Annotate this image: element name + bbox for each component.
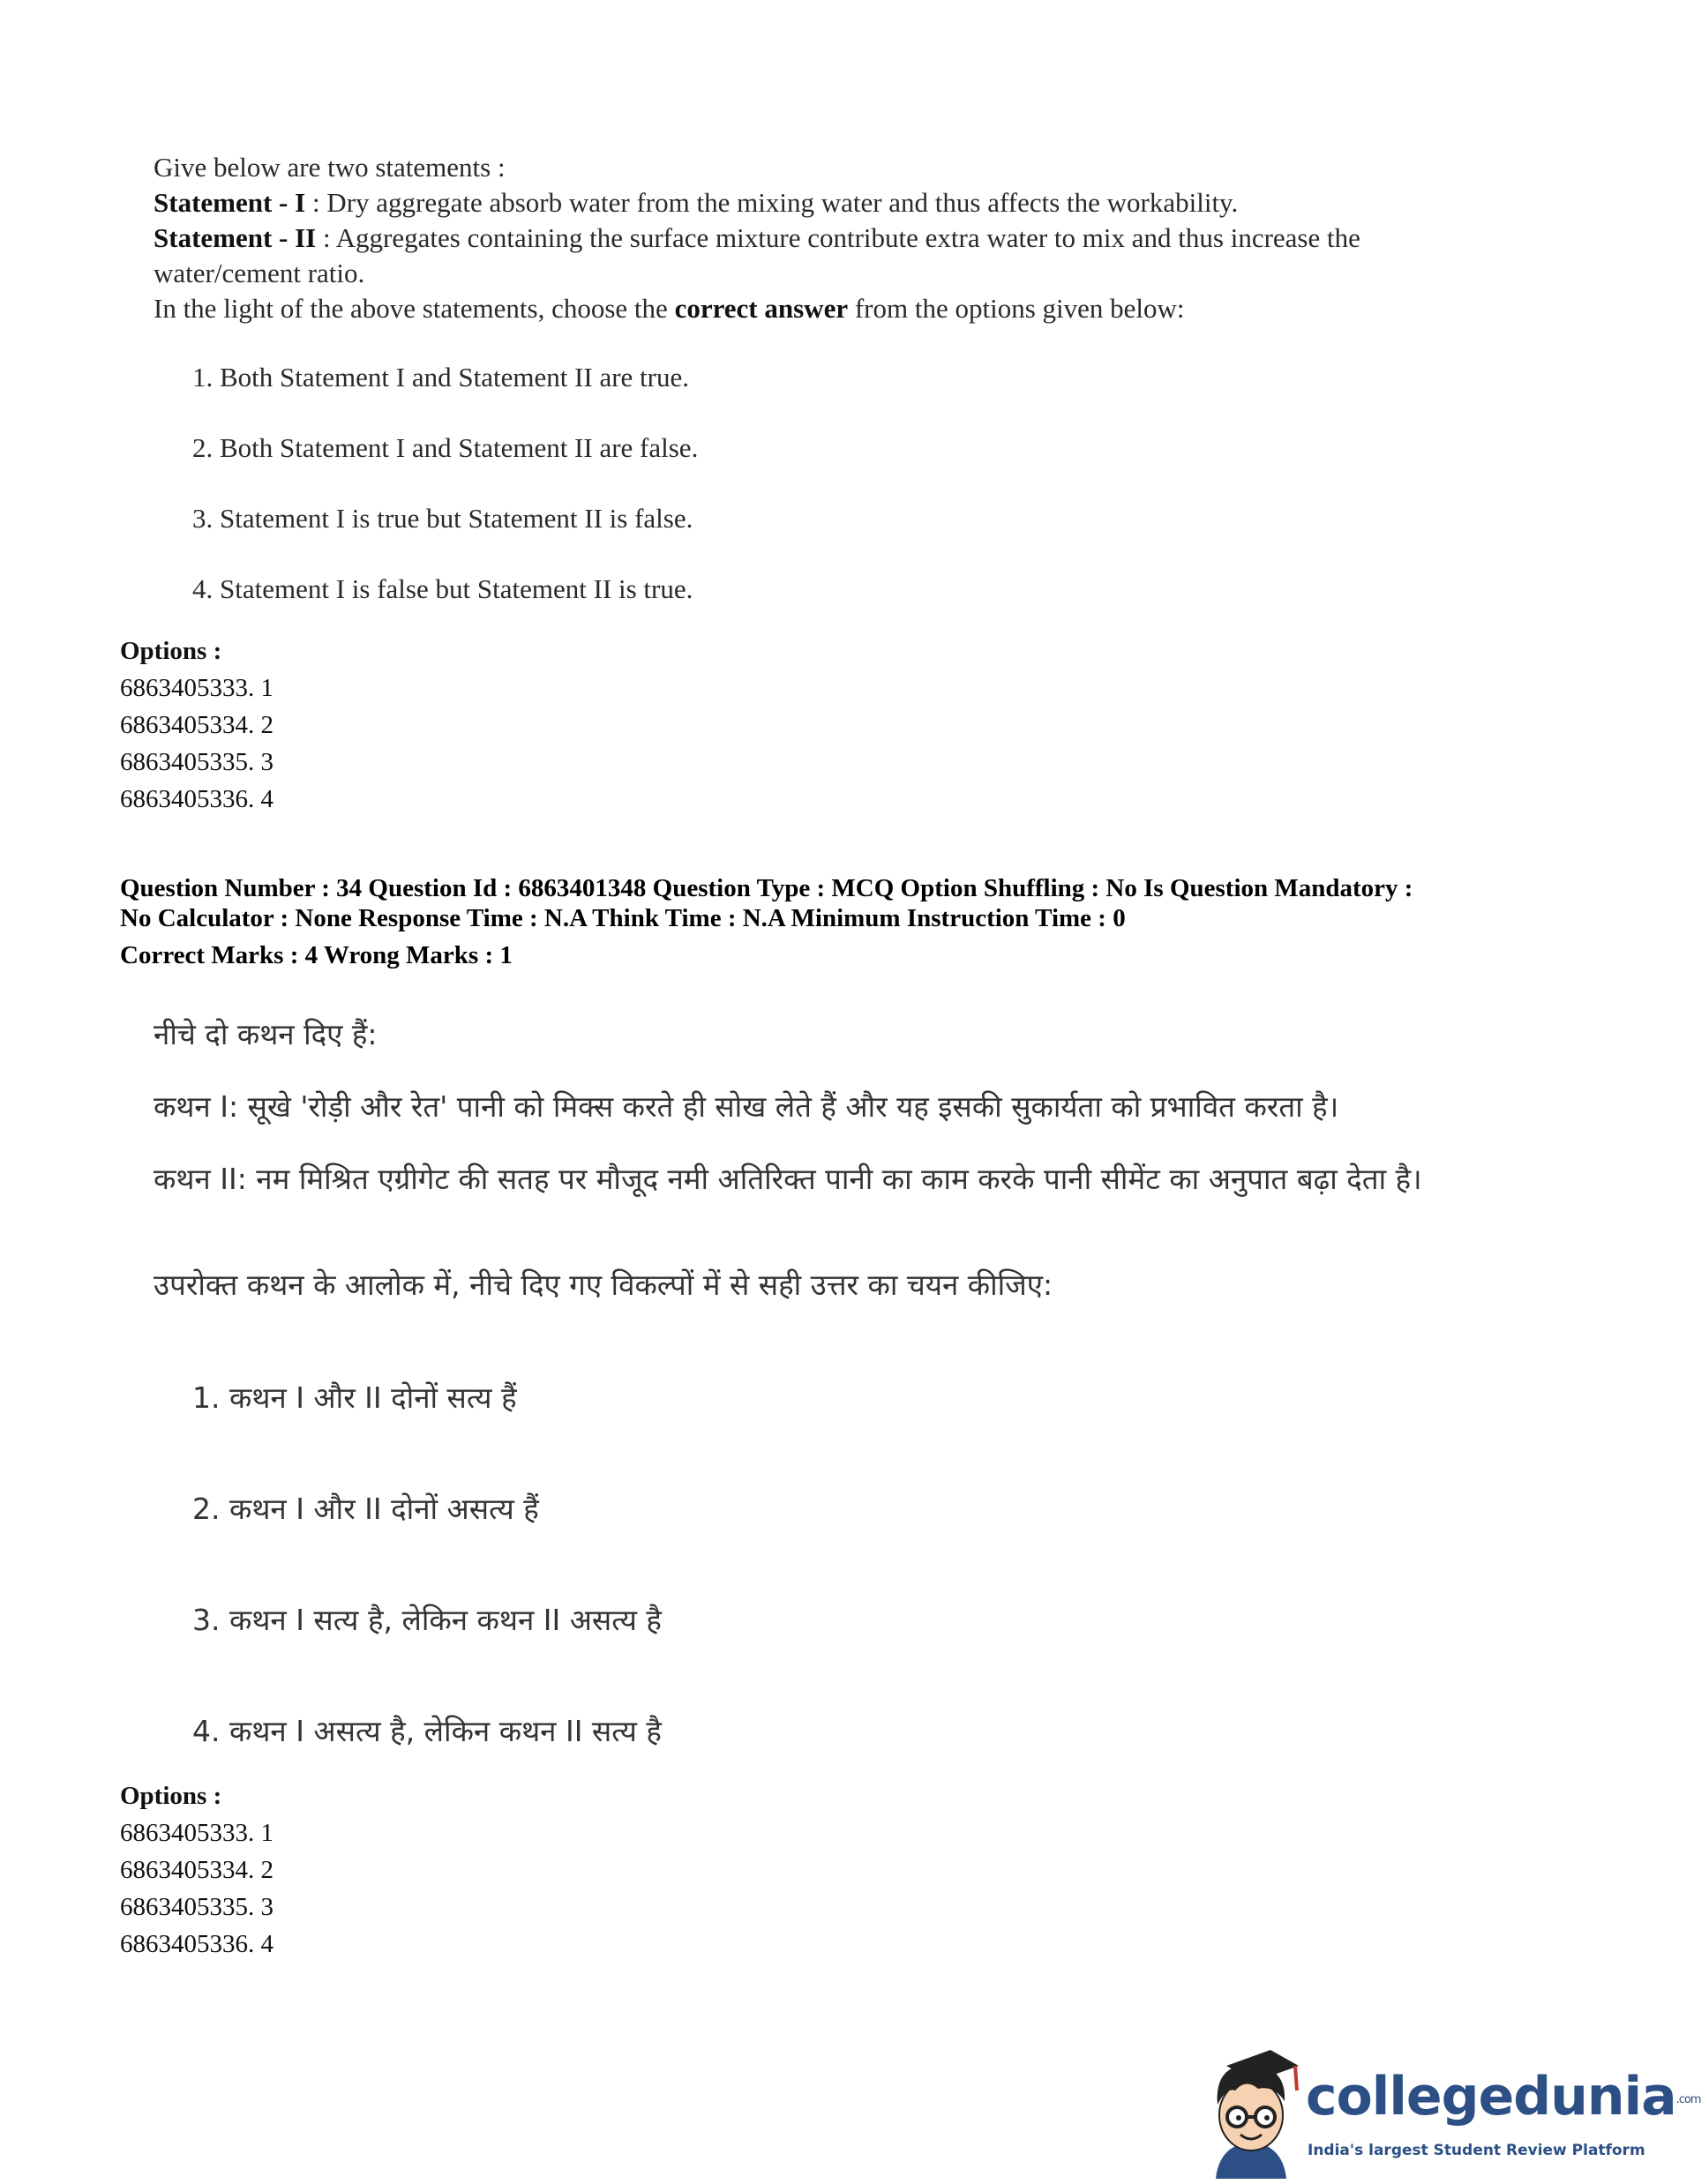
q1-choice-3: 3. Statement I is true but Statement II is false. (192, 503, 693, 534)
option-item: 6863405335. 3 (120, 748, 274, 776)
option-item: 6863405334. 2 (120, 1856, 274, 1884)
q1-statement-1-text: : Dry aggregate absorb water from the mixing water and thus affects the workability. (311, 187, 1239, 218)
q2-choice-3: 3. कथन I सत्य है, लेकिन कथन II असत्य है (192, 1603, 662, 1637)
option-item: 6863405334. 2 (120, 711, 274, 739)
meta-line-2: No Calculator : None Response Time : N.A Think Time : N.A Minimum Instruction Time : 0 (120, 904, 1126, 932)
q1-statement-2-text: : Aggregates containing the surface mixture contribute extra water to mix and thus increase the (323, 222, 1360, 253)
option-item: 6863405336. 4 (120, 1930, 274, 1958)
q1-choice-1: 1. Both Statement I and Statement II are true. (192, 362, 689, 393)
option-item: 6863405336. 4 (120, 785, 274, 813)
option-item: 6863405335. 3 (120, 1893, 274, 1921)
brand-suffix: .com (1675, 2092, 1701, 2106)
q1-choice-4: 4. Statement I is false but Statement II is true. (192, 573, 693, 604)
q1-statement-1 (154, 185, 1530, 221)
q1-statement-2 (154, 221, 1530, 256)
brand-tagline: India's largest Student Review Platform (1308, 2142, 1645, 2159)
q2-choice-4: 4. कथन I असत्य है, लेकिन कथन II सत्य है (192, 1714, 662, 1748)
options-heading: Options : (120, 637, 222, 665)
options-list (120, 1814, 274, 1963)
q2-choice-1: 1. कथन I और II दोनों सत्य हैं (192, 1380, 517, 1415)
question-2-hindi (154, 1013, 1530, 1754)
options-list (120, 669, 274, 818)
option-item: 6863405333. 1 (120, 1819, 274, 1847)
options-block-1 (120, 637, 274, 818)
q1-statement-2-continued: water/cement ratio. (154, 258, 365, 288)
q1-instruction (154, 291, 1530, 326)
q2-statement-2: कथन II: नम मिश्रित एग्रीगेट की सतह पर मौजूद नमी अतिरिक्त पानी का काम करके पानी सीमेंट का अनुपात बढ़ा देता है। (154, 1162, 1422, 1196)
meta-line-1: Question Number : 34 Question Id : 6863401348 Question Type : MCQ Option Shuffling : No Is Question Mandatory : (120, 874, 1413, 902)
meta-marks: Correct Marks : 4 Wrong Marks : 1 (120, 941, 513, 969)
q1-intro: Give below are two statements : (154, 152, 506, 183)
option-item: 6863405333. 1 (120, 674, 274, 702)
options-heading: Options : (120, 1782, 222, 1810)
brand-text: collegedunia (1306, 2066, 1676, 2128)
q1-instruction-post: from the options given below: (854, 293, 1185, 324)
q1-choice-2: 2. Both Statement I and Statement II are false. (192, 432, 699, 463)
options-block-2 (120, 1782, 274, 1963)
mascot-icon (1200, 2046, 1301, 2179)
brand-name (1306, 2066, 1701, 2128)
q2-intro: नीचे दो कथन दिए हैं: (154, 1017, 378, 1051)
question-1-english (154, 150, 1530, 604)
q1-instruction-pre: In the light of the above statements, choose the (154, 293, 668, 324)
q1-statement-2-label: Statement - II (154, 222, 317, 253)
q2-choice-2: 2. कथन I और II दोनों असत्य हैं (192, 1492, 539, 1526)
q2-instruction: उपरोक्त कथन के आलोक में, नीचे दिए गए विकल्पों में से सही उत्तर का चयन कीजिए: (154, 1268, 1053, 1302)
q2-statement-1: कथन I: सूखे 'रोड़ी और रेत' पानी को मिक्स करते ही सोख लेते हैं और यह इसकी सुकार्यता को प्रभावित करता है। (154, 1089, 1339, 1124)
q1-statement-1-label: Statement - I (154, 187, 306, 218)
q1-instruction-bold: correct answer (674, 293, 849, 324)
collegedunia-logo[interactable] (1200, 2046, 1701, 2179)
question-meta (120, 873, 1532, 970)
